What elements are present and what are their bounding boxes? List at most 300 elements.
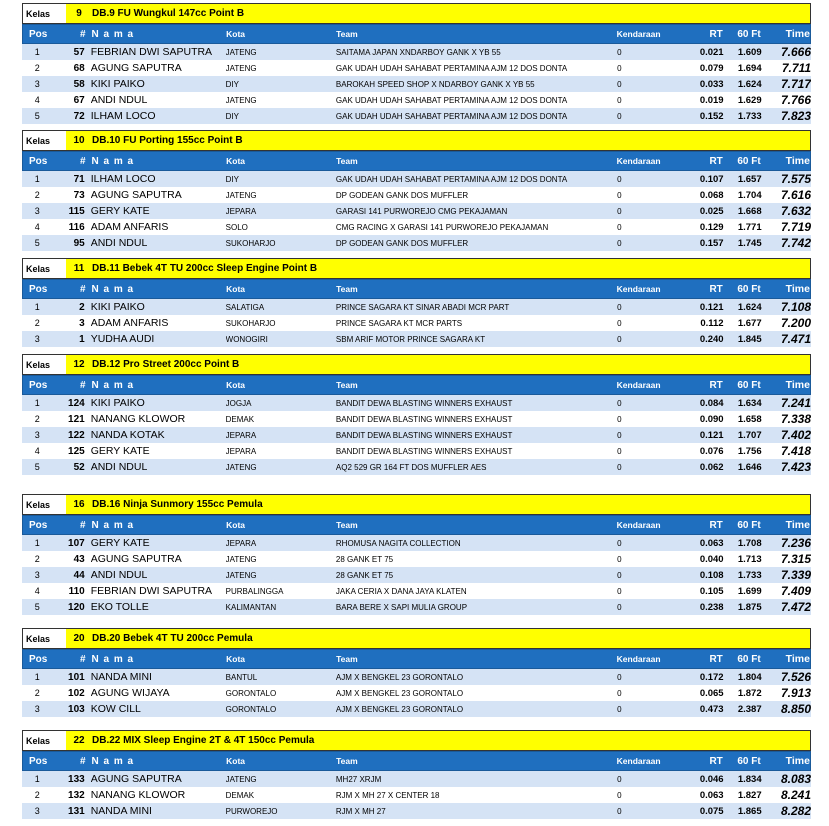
cell-kota: SUKOHARJO xyxy=(225,318,276,328)
cell-time: 7.742 xyxy=(780,236,812,250)
class-title-bar xyxy=(66,4,810,23)
column-header-ft: 60 Ft xyxy=(737,28,761,40)
cell-pos: 1 xyxy=(34,538,40,548)
cell-nama: NANDA MINI xyxy=(90,805,152,817)
class-header xyxy=(22,3,811,24)
cell-ft: 1.827 xyxy=(737,789,762,801)
class-label: Kelas xyxy=(23,131,66,150)
class-number: 22 xyxy=(73,735,85,746)
cell-nama: ANDI NDUL xyxy=(90,237,148,249)
cell-ft: 1.845 xyxy=(737,333,762,345)
column-header-kend: Kendaraan xyxy=(616,29,661,39)
cell-pos: 1 xyxy=(34,398,40,408)
cell-pos: 2 xyxy=(34,688,40,698)
cell-nama: AGUNG SAPUTRA xyxy=(90,62,182,74)
cell-kota: JOGJA xyxy=(225,398,252,408)
cell-rt: 0.105 xyxy=(699,585,724,597)
cell-rt: 0.063 xyxy=(699,537,724,549)
column-header-ft: 60 Ft xyxy=(737,755,761,767)
cell-team: BANDIT DEWA BLASTING WINNERS EXHAUST xyxy=(335,398,513,408)
column-header-ft: 60 Ft xyxy=(737,155,761,167)
cell-nama: ILHAM LOCO xyxy=(90,110,156,122)
class-title-bar xyxy=(66,629,810,648)
column-header-time: Time xyxy=(785,283,810,295)
cell-pos: 5 xyxy=(34,602,40,612)
cell-kota: PURBALINGGA xyxy=(225,586,284,596)
cell-time: 7.472 xyxy=(780,600,812,614)
cell-time: 8.083 xyxy=(780,772,812,786)
column-header-row xyxy=(22,649,811,669)
cell-ft: 1.707 xyxy=(737,429,762,441)
cell-kota: JEPARA xyxy=(225,538,257,548)
cell-num: 1 xyxy=(79,333,85,345)
column-header-kend: Kendaraan xyxy=(616,380,661,390)
cell-rt: 0.108 xyxy=(699,569,724,581)
cell-nama: ADAM ANFARIS xyxy=(90,221,169,233)
cell-num: 132 xyxy=(68,789,85,801)
cell-kota: PURWOREJO xyxy=(225,806,278,816)
cell-kend: 0 xyxy=(617,47,622,57)
cell-rt: 0.025 xyxy=(699,205,724,217)
class-section xyxy=(22,628,811,717)
column-header-rt: RT xyxy=(709,283,723,295)
result-row xyxy=(22,395,811,411)
cell-kota: DEMAK xyxy=(225,790,255,800)
cell-nama: ANDI NDUL xyxy=(90,569,148,581)
cell-rt: 0.238 xyxy=(699,601,724,613)
cell-kota: SALATIGA xyxy=(225,302,265,312)
cell-kota: JATENG xyxy=(225,63,257,73)
column-header-rt: RT xyxy=(709,155,723,167)
cell-nama: AGUNG SAPUTRA xyxy=(90,189,182,201)
class-label: Kelas xyxy=(23,629,66,648)
cell-rt: 0.040 xyxy=(699,553,724,565)
cell-kota: SOLO xyxy=(225,222,248,232)
column-header-team: Team xyxy=(336,654,358,664)
column-header-kend: Kendaraan xyxy=(616,756,661,766)
class-title-bar xyxy=(66,259,810,278)
cell-kend: 0 xyxy=(617,672,622,682)
cell-kota: JEPARA xyxy=(225,430,257,440)
column-header-rt: RT xyxy=(709,519,723,531)
class-header xyxy=(22,494,811,515)
cell-kota: DIY xyxy=(225,111,239,121)
cell-ft: 1.624 xyxy=(737,301,762,313)
cell-time: 7.666 xyxy=(780,45,812,59)
cell-rt: 0.076 xyxy=(699,445,724,457)
column-header-rt: RT xyxy=(709,755,723,767)
column-header-kend: Kendaraan xyxy=(616,654,661,664)
class-label: Kelas xyxy=(23,4,66,23)
result-row xyxy=(22,171,811,187)
cell-team: SAITAMA JAPAN XNDARBOY GANK X YB 55 xyxy=(335,47,501,57)
cell-rt: 0.152 xyxy=(699,110,724,122)
column-header-rt: RT xyxy=(709,653,723,665)
result-row xyxy=(22,427,811,443)
column-header-row xyxy=(22,375,811,395)
cell-kota: WONOGIRI xyxy=(225,334,268,344)
cell-team: GAK UDAH UDAH SAHABAT PERTAMINA AJM 12 DOS DONTA xyxy=(335,174,568,184)
cell-kota: DIY xyxy=(225,174,239,184)
result-row xyxy=(22,443,811,459)
cell-kend: 0 xyxy=(617,462,622,472)
cell-time: 7.315 xyxy=(780,552,812,566)
cell-kend: 0 xyxy=(617,318,622,328)
column-header-row xyxy=(22,515,811,535)
cell-nama: FEBRIAN DWI SAPUTRA xyxy=(90,585,213,597)
cell-nama: FEBRIAN DWI SAPUTRA xyxy=(90,46,213,58)
column-header-num: # xyxy=(79,755,86,767)
cell-num: 57 xyxy=(73,46,85,58)
cell-nama: YUDHA AUDI xyxy=(90,333,155,345)
column-header-team: Team xyxy=(336,29,358,39)
column-header-time: Time xyxy=(785,155,810,167)
cell-kend: 0 xyxy=(617,688,622,698)
column-header-row xyxy=(22,279,811,299)
cell-time: 7.423 xyxy=(780,460,812,474)
result-row xyxy=(22,599,811,615)
cell-team: GAK UDAH UDAH SAHABAT PERTAMINA AJM 12 DOS DONTA xyxy=(335,63,568,73)
class-number: 12 xyxy=(73,359,85,370)
cell-kend: 0 xyxy=(617,602,622,612)
column-header-time: Time xyxy=(785,755,810,767)
cell-ft: 1.756 xyxy=(737,445,762,457)
cell-ft: 1.657 xyxy=(737,173,762,185)
cell-rt: 0.046 xyxy=(699,773,724,785)
cell-team: GAK UDAH UDAH SAHABAT PERTAMINA AJM 12 DOS DONTA xyxy=(335,95,568,105)
cell-kend: 0 xyxy=(617,806,622,816)
class-section xyxy=(22,258,811,347)
column-header-row xyxy=(22,751,811,771)
cell-rt: 0.075 xyxy=(699,805,724,817)
cell-kota: JEPARA xyxy=(225,206,257,216)
column-header-kota: Kota xyxy=(226,654,246,664)
result-row xyxy=(22,669,811,685)
result-row xyxy=(22,567,811,583)
cell-team: AQ2 529 GR 164 FT DOS MUFFLER AES xyxy=(335,462,487,472)
cell-time: 7.823 xyxy=(780,109,812,123)
cell-num: 131 xyxy=(68,805,85,817)
result-row xyxy=(22,331,811,347)
class-header xyxy=(22,130,811,151)
cell-kend: 0 xyxy=(617,554,622,564)
class-title: DB.11 Bebek 4T TU 200cc Sleep Engine Point B xyxy=(92,263,318,274)
cell-nama: NANDA MINI xyxy=(90,671,152,683)
cell-team: AJM X BENGKEL 23 GORONTALO xyxy=(335,704,464,714)
cell-pos: 3 xyxy=(34,79,40,89)
column-header-kota: Kota xyxy=(226,284,246,294)
cell-time: 7.711 xyxy=(781,61,812,75)
cell-ft: 1.713 xyxy=(737,553,762,565)
class-number: 20 xyxy=(73,633,85,644)
cell-rt: 0.121 xyxy=(699,301,724,313)
cell-nama: KIKI PAIKO xyxy=(90,301,145,313)
column-header-ft: 60 Ft xyxy=(737,283,761,295)
class-header xyxy=(22,258,811,279)
cell-pos: 5 xyxy=(34,111,40,121)
result-row xyxy=(22,685,811,701)
cell-nama: EKO TOLLE xyxy=(90,601,149,613)
cell-kota: JATENG xyxy=(225,95,257,105)
cell-kota: GORONTALO xyxy=(225,688,277,698)
result-row xyxy=(22,551,811,567)
cell-kota: JATENG xyxy=(225,47,257,57)
result-row xyxy=(22,535,811,551)
column-header-pos: Pos xyxy=(28,283,48,295)
column-header-num: # xyxy=(79,519,86,531)
cell-num: 73 xyxy=(73,189,85,201)
cell-kend: 0 xyxy=(617,238,622,248)
cell-kota: BANTUL xyxy=(225,672,258,682)
cell-kota: JATENG xyxy=(225,462,257,472)
cell-num: 122 xyxy=(68,429,85,441)
result-row xyxy=(22,411,811,427)
column-header-nama: N a m a xyxy=(91,755,135,767)
cell-team: PRINCE SAGARA KT SINAR ABADI MCR PART xyxy=(335,302,510,312)
cell-pos: 3 xyxy=(34,704,40,714)
cell-kota: JEPARA xyxy=(225,446,257,456)
cell-ft: 1.745 xyxy=(737,237,762,249)
cell-num: 101 xyxy=(68,671,85,683)
column-header-kend: Kendaraan xyxy=(616,284,661,294)
cell-num: 44 xyxy=(73,569,85,581)
column-header-rt: RT xyxy=(709,379,723,391)
result-row xyxy=(22,203,811,219)
result-row xyxy=(22,803,811,819)
cell-rt: 0.112 xyxy=(700,317,724,329)
result-row xyxy=(22,44,811,60)
cell-num: 72 xyxy=(73,110,85,122)
cell-ft: 1.804 xyxy=(737,671,762,683)
cell-team: 28 GANK ET 75 xyxy=(335,570,394,580)
cell-ft: 1.634 xyxy=(737,397,762,409)
cell-ft: 1.694 xyxy=(737,62,762,74)
cell-rt: 0.033 xyxy=(699,78,724,90)
cell-num: 124 xyxy=(68,397,85,409)
cell-ft: 1.733 xyxy=(737,110,762,122)
column-header-pos: Pos xyxy=(28,519,48,531)
cell-time: 7.526 xyxy=(780,670,812,684)
cell-team: BARA BERE X SAPI MULIA GROUP xyxy=(335,602,468,612)
column-header-time: Time xyxy=(785,28,810,40)
cell-kend: 0 xyxy=(617,302,622,312)
cell-pos: 3 xyxy=(34,570,40,580)
class-number: 9 xyxy=(76,8,82,19)
class-title-bar xyxy=(66,495,810,514)
column-header-nama: N a m a xyxy=(91,653,135,665)
cell-kend: 0 xyxy=(617,111,622,121)
cell-time: 7.418 xyxy=(780,444,812,458)
cell-pos: 5 xyxy=(34,238,40,248)
column-header-kota: Kota xyxy=(226,380,246,390)
cell-team: DP GODEAN GANK DOS MUFFLER xyxy=(335,238,469,248)
cell-team: CMG RACING X GARASI 141 PURWOREJO PEKAJAMAN xyxy=(335,222,549,232)
cell-time: 7.719 xyxy=(780,220,812,234)
cell-time: 8.241 xyxy=(780,788,812,802)
cell-rt: 0.065 xyxy=(699,687,724,699)
cell-kota: JATENG xyxy=(225,774,257,784)
cell-team: 28 GANK ET 75 xyxy=(335,554,394,564)
cell-ft: 1.629 xyxy=(737,94,762,106)
cell-kend: 0 xyxy=(617,222,622,232)
class-title: DB.16 Ninja Sunmory 155cc Pemula xyxy=(92,499,263,510)
cell-num: 43 xyxy=(73,553,85,565)
column-header-team: Team xyxy=(336,156,358,166)
cell-team: RJM X MH 27 xyxy=(335,806,386,816)
result-row xyxy=(22,219,811,235)
cell-time: 7.616 xyxy=(780,188,812,202)
cell-time: 7.766 xyxy=(780,93,812,107)
result-row xyxy=(22,108,811,124)
column-header-kota: Kota xyxy=(226,29,246,39)
cell-num: 103 xyxy=(68,703,85,715)
cell-rt: 0.107 xyxy=(699,173,724,185)
class-title: DB.22 MIX Sleep Engine 2T & 4T 150cc Pemula xyxy=(92,735,315,746)
cell-kend: 0 xyxy=(617,398,622,408)
column-header-num: # xyxy=(79,653,86,665)
cell-ft: 1.771 xyxy=(737,221,762,233)
cell-pos: 2 xyxy=(34,63,40,73)
cell-rt: 0.063 xyxy=(699,789,724,801)
cell-team: SBM ARIF MOTOR PRINCE SAGARA KT xyxy=(335,334,486,344)
cell-num: 110 xyxy=(68,585,85,597)
cell-time: 7.402 xyxy=(780,428,812,442)
cell-nama: AGUNG SAPUTRA xyxy=(90,553,182,565)
class-section xyxy=(22,130,811,251)
column-header-num: # xyxy=(79,283,86,295)
column-header-kend: Kendaraan xyxy=(616,156,661,166)
cell-nama: GERY KATE xyxy=(90,205,150,217)
cell-team: GAK UDAH UDAH SAHABAT PERTAMINA AJM 12 DOS DONTA xyxy=(335,111,568,121)
result-row xyxy=(22,187,811,203)
cell-ft: 1.624 xyxy=(737,78,762,90)
result-row xyxy=(22,60,811,76)
cell-pos: 2 xyxy=(34,318,40,328)
cell-kend: 0 xyxy=(617,206,622,216)
result-row xyxy=(22,76,811,92)
cell-team: BANDIT DEWA BLASTING WINNERS EXHAUST xyxy=(335,446,513,456)
result-row xyxy=(22,92,811,108)
cell-time: 7.241 xyxy=(780,396,812,410)
cell-kend: 0 xyxy=(617,63,622,73)
result-row xyxy=(22,459,811,475)
cell-nama: GERY KATE xyxy=(90,445,150,457)
cell-kota: DEMAK xyxy=(225,414,255,424)
cell-rt: 0.019 xyxy=(699,94,724,106)
column-header-team: Team xyxy=(336,284,358,294)
cell-pos: 4 xyxy=(34,222,40,232)
cell-pos: 1 xyxy=(34,774,40,784)
cell-num: 67 xyxy=(73,94,85,106)
cell-pos: 2 xyxy=(34,790,40,800)
cell-kota: JATENG xyxy=(225,570,257,580)
class-number: 11 xyxy=(73,263,85,274)
column-header-team: Team xyxy=(336,520,358,530)
cell-time: 7.339 xyxy=(780,568,812,582)
column-header-pos: Pos xyxy=(28,653,48,665)
cell-rt: 0.240 xyxy=(699,333,724,345)
column-header-ft: 60 Ft xyxy=(737,519,761,531)
class-section xyxy=(22,354,811,475)
result-row xyxy=(22,235,811,251)
cell-kend: 0 xyxy=(617,446,622,456)
column-header-team: Team xyxy=(336,380,358,390)
class-title-bar xyxy=(66,355,810,374)
column-header-time: Time xyxy=(785,653,810,665)
column-header-pos: Pos xyxy=(28,379,48,391)
cell-kota: KALIMANTAN xyxy=(225,602,277,612)
cell-nama: ANDI NDUL xyxy=(90,461,148,473)
cell-rt: 0.157 xyxy=(699,237,724,249)
cell-nama: KOW CILL xyxy=(90,703,141,715)
cell-kend: 0 xyxy=(617,95,622,105)
column-header-kend: Kendaraan xyxy=(616,520,661,530)
result-row xyxy=(22,701,811,717)
cell-num: 115 xyxy=(68,205,85,217)
cell-pos: 2 xyxy=(34,414,40,424)
class-title: DB.12 Pro Street 200cc Point B xyxy=(92,359,240,370)
column-header-kota: Kota xyxy=(226,520,246,530)
cell-kend: 0 xyxy=(617,174,622,184)
cell-nama: KIKI PAIKO xyxy=(90,78,145,90)
cell-num: 107 xyxy=(68,537,85,549)
cell-nama: NANDA KOTAK xyxy=(90,429,165,441)
cell-kend: 0 xyxy=(617,334,622,344)
cell-pos: 2 xyxy=(34,554,40,564)
cell-rt: 0.068 xyxy=(699,189,724,201)
class-title: DB.9 FU Wungkul 147cc Point B xyxy=(92,8,245,19)
cell-nama: NANANG KLOWOR xyxy=(90,413,186,425)
cell-time: 7.913 xyxy=(780,686,812,700)
cell-time: 7.409 xyxy=(780,584,812,598)
cell-ft: 1.872 xyxy=(737,687,762,699)
result-row xyxy=(22,315,811,331)
cell-team: AJM X BENGKEL 23 GORONTALO xyxy=(335,672,464,682)
cell-num: 102 xyxy=(68,687,85,699)
cell-kota: JATENG xyxy=(225,554,257,564)
cell-team: AJM X BENGKEL 23 GORONTALO xyxy=(335,688,464,698)
cell-pos: 3 xyxy=(34,334,40,344)
column-header-pos: Pos xyxy=(28,755,48,767)
class-title-bar xyxy=(66,131,810,150)
column-header-nama: N a m a xyxy=(91,283,135,295)
cell-ft: 1.668 xyxy=(737,205,762,217)
cell-rt: 0.079 xyxy=(699,62,724,74)
column-header-team: Team xyxy=(336,756,358,766)
cell-ft: 1.733 xyxy=(737,569,762,581)
class-title-bar xyxy=(66,731,810,750)
result-row xyxy=(22,771,811,787)
cell-rt: 0.121 xyxy=(699,429,724,441)
column-header-row xyxy=(22,24,811,44)
cell-pos: 3 xyxy=(34,430,40,440)
cell-ft: 1.708 xyxy=(737,537,762,549)
cell-kend: 0 xyxy=(617,790,622,800)
cell-nama: ILHAM LOCO xyxy=(90,173,156,185)
cell-kend: 0 xyxy=(617,538,622,548)
class-label: Kelas xyxy=(23,355,66,374)
cell-team: GARASI 141 PURWOREJO CMG PEKAJAMAN xyxy=(335,206,508,216)
class-section xyxy=(22,3,811,124)
cell-team: JAKA CERIA X DANA JAYA KLATEN xyxy=(335,586,467,596)
cell-rt: 0.473 xyxy=(699,703,724,715)
class-section xyxy=(22,494,811,615)
cell-pos: 1 xyxy=(34,47,40,57)
cell-time: 7.200 xyxy=(780,316,812,330)
cell-time: 7.471 xyxy=(780,332,812,346)
class-label: Kelas xyxy=(23,259,66,278)
cell-time: 7.575 xyxy=(780,172,812,186)
